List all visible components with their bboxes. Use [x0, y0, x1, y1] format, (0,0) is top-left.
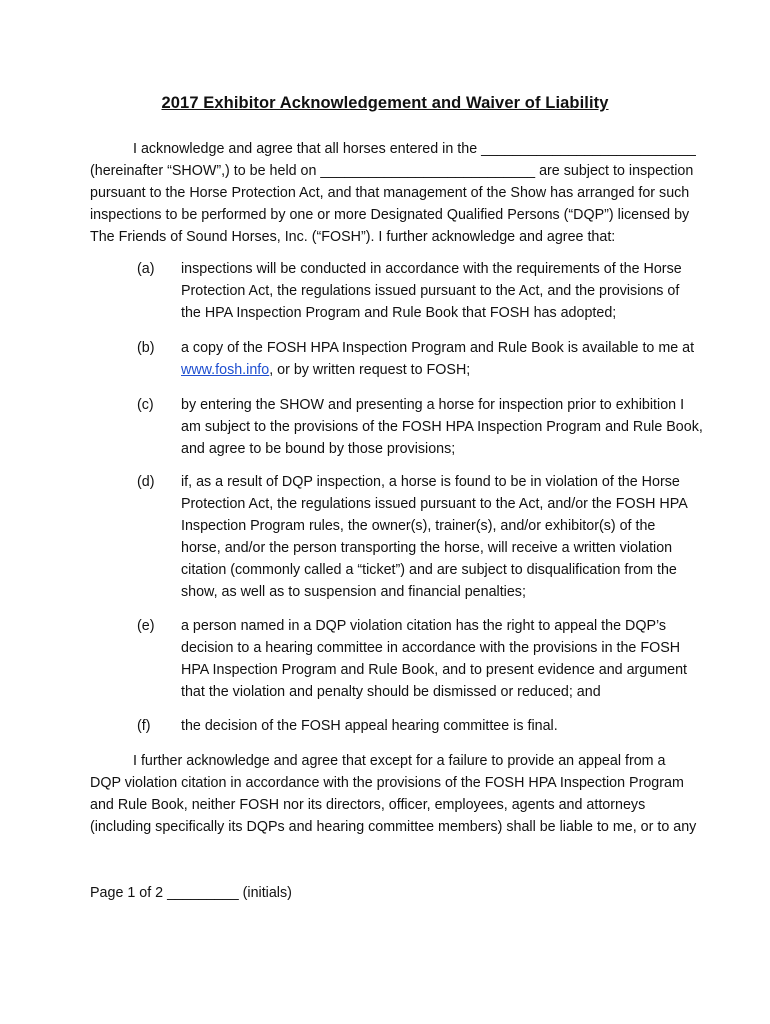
item-label: (c) [137, 397, 154, 413]
item-line: and agree to be bound by those provisions; [181, 441, 456, 457]
page-footer: Page 1 of 2 _________ (initials) [90, 885, 292, 901]
item-line: that the violation and penalty should be dismissed or reduced; and [181, 684, 601, 700]
item-line-rest: , or by written request to FOSH; [269, 362, 471, 378]
item-line: horse, and/or the person transporting the horse, will receive a written violation [181, 540, 673, 556]
intro-paragraph [90, 138, 696, 248]
item-line: am subject to the provisions of the FOSH HPA Inspection Program and Rule Book, [181, 419, 703, 435]
item-label: (e) [137, 618, 155, 634]
item-line: a copy of the FOSH HPA Inspection Program and Rule Book is available to me at [181, 340, 695, 356]
item-text [181, 471, 701, 603]
intro-line: The Friends of Sound Horses, Inc. (“FOSH”). I further acknowledge and agree that: [90, 229, 616, 245]
intro-line: inspections to be performed by one or more Designated Qualified Persons (“DQP”) licensed by [90, 207, 690, 223]
item-line [181, 359, 701, 381]
closing-line: and Rule Book, neither FOSH nor its directors, officer, employees, agents and attorneys [90, 797, 646, 813]
item-line: inspections will be conducted in accordance with the requirements of the Horse [181, 261, 682, 277]
item-line: Inspection Program rules, the owner(s), trainer(s), and/or exhibitor(s) of the [181, 518, 656, 534]
item-label: (b) [137, 340, 155, 356]
item-line: if, as a result of DQP inspection, a horse is found to be in violation of the Horse [181, 474, 680, 490]
closing-paragraph [90, 750, 700, 838]
item-line: the HPA Inspection Program and Rule Book that FOSH has adopted; [181, 305, 617, 321]
document-title: 2017 Exhibitor Acknowledgement and Waiver of Liability [161, 94, 609, 112]
intro-line: (hereinafter “SHOW”,) to be held on ___________________________ are subject to inspection [90, 163, 694, 179]
item-line: HPA Inspection Program and Rule Book, and to present evidence and argument [181, 662, 687, 678]
closing-line: (including specifically its DQPs and hearing committee members) shall be liable to me, or to any [90, 819, 697, 835]
intro-line: I acknowledge and agree that all horses entered in the ___________________________ [133, 141, 696, 157]
closing-line: I further acknowledge and agree that except for a failure to provide an appeal from a [133, 753, 666, 769]
item-line: Protection Act, the regulations issued pursuant to the Act, and/or the FOSH HPA [181, 496, 688, 512]
fosh-website-link[interactable]: www.fosh.info [181, 362, 270, 378]
item-text [181, 258, 701, 324]
item-line: the decision of the FOSH appeal hearing committee is final. [181, 718, 558, 734]
item-line: by entering the SHOW and presenting a horse for inspection prior to exhibition I [181, 397, 685, 413]
item-label: (a) [137, 261, 155, 277]
item-line: citation (commonly called a “ticket”) and are subject to disqualification from the [181, 562, 677, 578]
item-line: show, as well as to suspension and financial penalties; [181, 584, 526, 600]
item-label: (d) [137, 474, 155, 490]
item-text [181, 394, 701, 460]
closing-line: DQP violation citation in accordance with the provisions of the FOSH HPA Inspection Program [90, 775, 684, 791]
item-text [181, 715, 701, 737]
item-label: (f) [137, 718, 151, 734]
intro-line: pursuant to the Horse Protection Act, and that management of the Show has arranged for such [90, 185, 690, 201]
item-text [181, 337, 701, 381]
item-line: Protection Act, the regulations issued pursuant to the Act, and the provisions of [181, 283, 680, 299]
item-text [181, 615, 701, 703]
item-line: a person named in a DQP violation citation has the right to appeal the DQP’s [181, 618, 667, 634]
item-line: decision to a hearing committee in accordance with the provisions in the FOSH [181, 640, 681, 656]
